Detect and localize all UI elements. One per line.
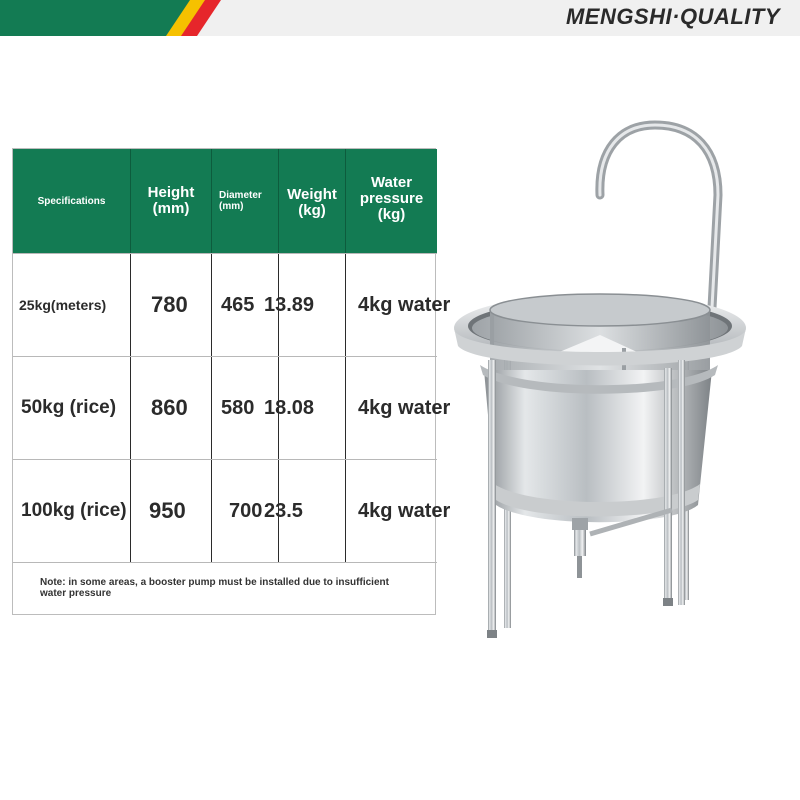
header-water-pressure: Water pressure (kg) <box>345 149 437 253</box>
table-row <box>13 459 451 562</box>
cell-spec: 100kg (rice) <box>21 500 127 521</box>
header-height: Height (mm) <box>130 149 211 253</box>
cell-spec: 50kg (rice) <box>21 397 117 418</box>
cell-water-pressure: 4kg water <box>345 460 437 562</box>
cell-diameter: 580 <box>211 357 278 459</box>
cell-height: 950 <box>130 460 211 562</box>
table-header-row <box>13 149 437 253</box>
cell-weight: 13.89 <box>278 254 345 356</box>
cell-water-pressure: 4kg water <box>345 357 437 459</box>
cell-diameter: 465 <box>211 254 278 356</box>
cell-height: 860 <box>130 357 211 459</box>
note-text: Note: in some areas, a booster pump must be installed due to insufficient water pressure <box>40 577 389 599</box>
cell-weight: 23.5 <box>278 460 345 562</box>
header-weight: Weight (kg) <box>278 149 345 253</box>
table-row <box>13 356 451 459</box>
cell-spec: 25kg(meters) <box>19 297 107 313</box>
note-row <box>13 562 437 616</box>
cell-water-pressure: 4kg water <box>345 254 437 356</box>
cell-weight: 18.08 <box>278 357 345 459</box>
brand-title: MENGSHI·QUALITY <box>565 4 780 29</box>
cell-diameter: 700 <box>211 460 278 562</box>
table-row <box>13 253 451 356</box>
cell-height: 780 <box>130 254 211 356</box>
header-stripes-icon <box>0 0 230 36</box>
rice-washing-machine-illustration <box>450 110 780 650</box>
header-bar <box>0 0 800 36</box>
header-diameter: Diameter (mm) <box>211 149 278 253</box>
spec-table <box>12 148 451 615</box>
header-specifications: Specifications <box>37 195 106 207</box>
